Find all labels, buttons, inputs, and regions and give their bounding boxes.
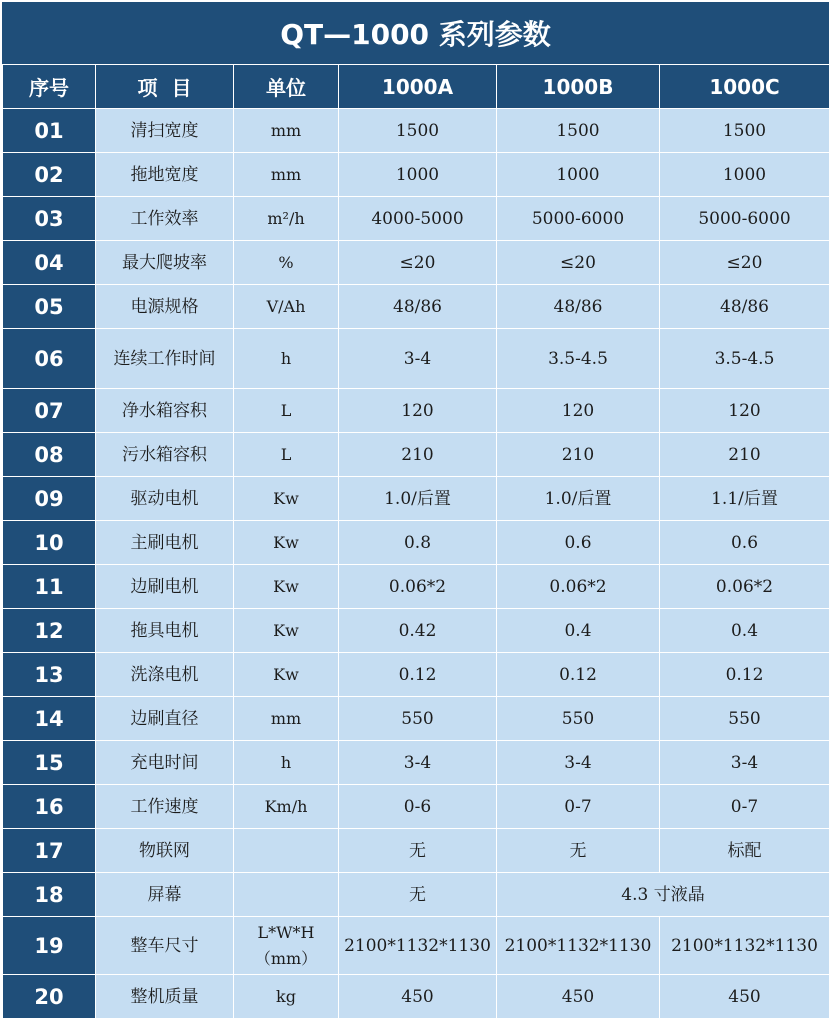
row-index: 02 bbox=[3, 153, 96, 197]
row-value-b: ≤20 bbox=[497, 241, 660, 285]
row-unit: m²/h bbox=[234, 197, 339, 241]
row-value-b: 3.5-4.5 bbox=[497, 329, 660, 389]
row-value-c: 1.1/后置 bbox=[660, 477, 830, 521]
row-index: 01 bbox=[3, 109, 96, 153]
row-value-c: 120 bbox=[660, 389, 830, 433]
table-row bbox=[3, 329, 830, 389]
table-row bbox=[3, 521, 830, 565]
row-item: 工作效率 bbox=[96, 197, 234, 241]
row-value-c: 450 bbox=[660, 975, 830, 1019]
row-value-c: 0-7 bbox=[660, 785, 830, 829]
row-value-b: 0.4 bbox=[497, 609, 660, 653]
row-value-b: 550 bbox=[497, 697, 660, 741]
row-index: 18 bbox=[3, 873, 96, 917]
row-value-b: 450 bbox=[497, 975, 660, 1019]
header-index: 序号 bbox=[3, 65, 96, 109]
row-index: 07 bbox=[3, 389, 96, 433]
row-value-b: 无 bbox=[497, 829, 660, 873]
row-item: 污水箱容积 bbox=[96, 433, 234, 477]
row-unit bbox=[234, 829, 339, 873]
row-value-a: 1000 bbox=[339, 153, 497, 197]
row-value-a: 无 bbox=[339, 829, 497, 873]
row-item: 充电时间 bbox=[96, 741, 234, 785]
row-value-c: 550 bbox=[660, 697, 830, 741]
row-index: 04 bbox=[3, 241, 96, 285]
row-item: 边刷电机 bbox=[96, 565, 234, 609]
row-unit: mm bbox=[234, 697, 339, 741]
row-value-a: 120 bbox=[339, 389, 497, 433]
header-col-a: 1000A bbox=[339, 65, 497, 109]
table-row bbox=[3, 197, 830, 241]
row-unit: Kw bbox=[234, 521, 339, 565]
spec-table bbox=[2, 64, 830, 1019]
table-row bbox=[3, 873, 830, 917]
row-item: 洗涤电机 bbox=[96, 653, 234, 697]
row-value-c: 1500 bbox=[660, 109, 830, 153]
row-value-c: 0.12 bbox=[660, 653, 830, 697]
row-value-a: 无 bbox=[339, 873, 497, 917]
row-value-a: 0-6 bbox=[339, 785, 497, 829]
row-value-c: 2100*1132*1130 bbox=[660, 917, 830, 975]
table-row bbox=[3, 285, 830, 329]
row-item: 边刷直径 bbox=[96, 697, 234, 741]
row-value-b: 3-4 bbox=[497, 741, 660, 785]
table-row bbox=[3, 109, 830, 153]
row-item bbox=[96, 329, 234, 389]
row-item: 清扫宽度 bbox=[96, 109, 234, 153]
row-unit: kg bbox=[234, 975, 339, 1019]
row-value-a: 0.12 bbox=[339, 653, 497, 697]
row-value-c: 48/86 bbox=[660, 285, 830, 329]
row-value-b: 1.0/后置 bbox=[497, 477, 660, 521]
row-index: 19 bbox=[3, 917, 96, 975]
row-unit: Kw bbox=[234, 565, 339, 609]
row-value-a: 550 bbox=[339, 697, 497, 741]
row-value-c: 1000 bbox=[660, 153, 830, 197]
row-unit: Kw bbox=[234, 609, 339, 653]
row-index: 09 bbox=[3, 477, 96, 521]
row-index: 11 bbox=[3, 565, 96, 609]
row-index: 20 bbox=[3, 975, 96, 1019]
row-index: 12 bbox=[3, 609, 96, 653]
header-item: 项 目 bbox=[96, 65, 234, 109]
row-unit: Kw bbox=[234, 477, 339, 521]
row-index: 06 bbox=[3, 329, 96, 389]
row-unit: L bbox=[234, 389, 339, 433]
table-row bbox=[3, 477, 830, 521]
row-value-a: 210 bbox=[339, 433, 497, 477]
row-value-c: 标配 bbox=[660, 829, 830, 873]
row-index: 16 bbox=[3, 785, 96, 829]
table-row bbox=[3, 975, 830, 1019]
row-value-b: 120 bbox=[497, 389, 660, 433]
row-item-text: 连续工作时间 bbox=[113, 348, 216, 369]
table-row bbox=[3, 697, 830, 741]
row-index: 15 bbox=[3, 741, 96, 785]
row-item: 驱动电机 bbox=[96, 477, 234, 521]
row-unit: mm bbox=[234, 109, 339, 153]
row-value-b: 1000 bbox=[497, 153, 660, 197]
row-value-bc-merged: 4.3 寸液晶 bbox=[497, 873, 830, 917]
row-index: 05 bbox=[3, 285, 96, 329]
row-item: 最大爬坡率 bbox=[96, 241, 234, 285]
row-value-c: 3-4 bbox=[660, 741, 830, 785]
header-unit: 单位 bbox=[234, 65, 339, 109]
row-value-b: 5000-6000 bbox=[497, 197, 660, 241]
row-value-b: 1500 bbox=[497, 109, 660, 153]
row-unit: % bbox=[234, 241, 339, 285]
header-col-b: 1000B bbox=[497, 65, 660, 109]
row-unit: Km/h bbox=[234, 785, 339, 829]
row-value-a: 4000-5000 bbox=[339, 197, 497, 241]
header-row bbox=[3, 65, 830, 109]
table-row bbox=[3, 829, 830, 873]
row-value-a: 3-4 bbox=[339, 741, 497, 785]
row-item: 拖地宽度 bbox=[96, 153, 234, 197]
row-unit: h bbox=[234, 329, 339, 389]
row-value-b: 0.06*2 bbox=[497, 565, 660, 609]
table-row bbox=[3, 609, 830, 653]
row-value-a: 1.0/后置 bbox=[339, 477, 497, 521]
row-value-a bbox=[339, 917, 497, 975]
row-value-b: 0-7 bbox=[497, 785, 660, 829]
row-value-b: 48/86 bbox=[497, 285, 660, 329]
row-value-a: 0.42 bbox=[339, 609, 497, 653]
row-value-a: 0.06*2 bbox=[339, 565, 497, 609]
row-value-a: ≤20 bbox=[339, 241, 497, 285]
row-unit: V/Ah bbox=[234, 285, 339, 329]
row-index: 08 bbox=[3, 433, 96, 477]
table-row bbox=[3, 565, 830, 609]
table-row bbox=[3, 433, 830, 477]
table-row bbox=[3, 917, 830, 975]
row-value-c: ≤20 bbox=[660, 241, 830, 285]
row-unit-text: L*W*H（mm） bbox=[254, 922, 318, 968]
row-item: 整机质量 bbox=[96, 975, 234, 1019]
row-unit: mm bbox=[234, 153, 339, 197]
header-col-c: 1000C bbox=[660, 65, 830, 109]
row-value-a: 450 bbox=[339, 975, 497, 1019]
row-value-c: 0.4 bbox=[660, 609, 830, 653]
row-item: 物联网 bbox=[96, 829, 234, 873]
row-index: 14 bbox=[3, 697, 96, 741]
row-item: 整车尺寸 bbox=[96, 917, 234, 975]
table-row bbox=[3, 785, 830, 829]
row-unit bbox=[234, 917, 339, 975]
row-value-c: 0.06*2 bbox=[660, 565, 830, 609]
row-index: 03 bbox=[3, 197, 96, 241]
row-value-a-text: 2100*1132*1130 bbox=[344, 935, 491, 956]
table-row bbox=[3, 389, 830, 433]
row-value-c: 5000-6000 bbox=[660, 197, 830, 241]
page-title: QT—1000 系列参数 bbox=[2, 2, 829, 64]
row-index: 17 bbox=[3, 829, 96, 873]
row-value-c: 0.6 bbox=[660, 521, 830, 565]
row-value-b: 2100*1132*1130 bbox=[497, 917, 660, 975]
row-index: 10 bbox=[3, 521, 96, 565]
row-item: 屏幕 bbox=[96, 873, 234, 917]
row-item: 拖具电机 bbox=[96, 609, 234, 653]
table-row bbox=[3, 741, 830, 785]
row-item: 净水箱容积 bbox=[96, 389, 234, 433]
table-row bbox=[3, 653, 830, 697]
row-value-a: 3-4 bbox=[339, 329, 497, 389]
row-item: 工作速度 bbox=[96, 785, 234, 829]
row-value-b: 0.6 bbox=[497, 521, 660, 565]
row-unit: L bbox=[234, 433, 339, 477]
row-value-a: 0.8 bbox=[339, 521, 497, 565]
row-unit: Kw bbox=[234, 653, 339, 697]
row-index: 13 bbox=[3, 653, 96, 697]
row-item: 主刷电机 bbox=[96, 521, 234, 565]
row-value-b: 0.12 bbox=[497, 653, 660, 697]
row-unit: h bbox=[234, 741, 339, 785]
row-value-c: 210 bbox=[660, 433, 830, 477]
table-row bbox=[3, 153, 830, 197]
table-row bbox=[3, 241, 830, 285]
row-value-c: 3.5-4.5 bbox=[660, 329, 830, 389]
row-unit bbox=[234, 873, 339, 917]
row-value-a: 48/86 bbox=[339, 285, 497, 329]
row-item: 电源规格 bbox=[96, 285, 234, 329]
row-value-a: 1500 bbox=[339, 109, 497, 153]
row-value-b: 210 bbox=[497, 433, 660, 477]
spec-sheet bbox=[2, 2, 829, 1020]
